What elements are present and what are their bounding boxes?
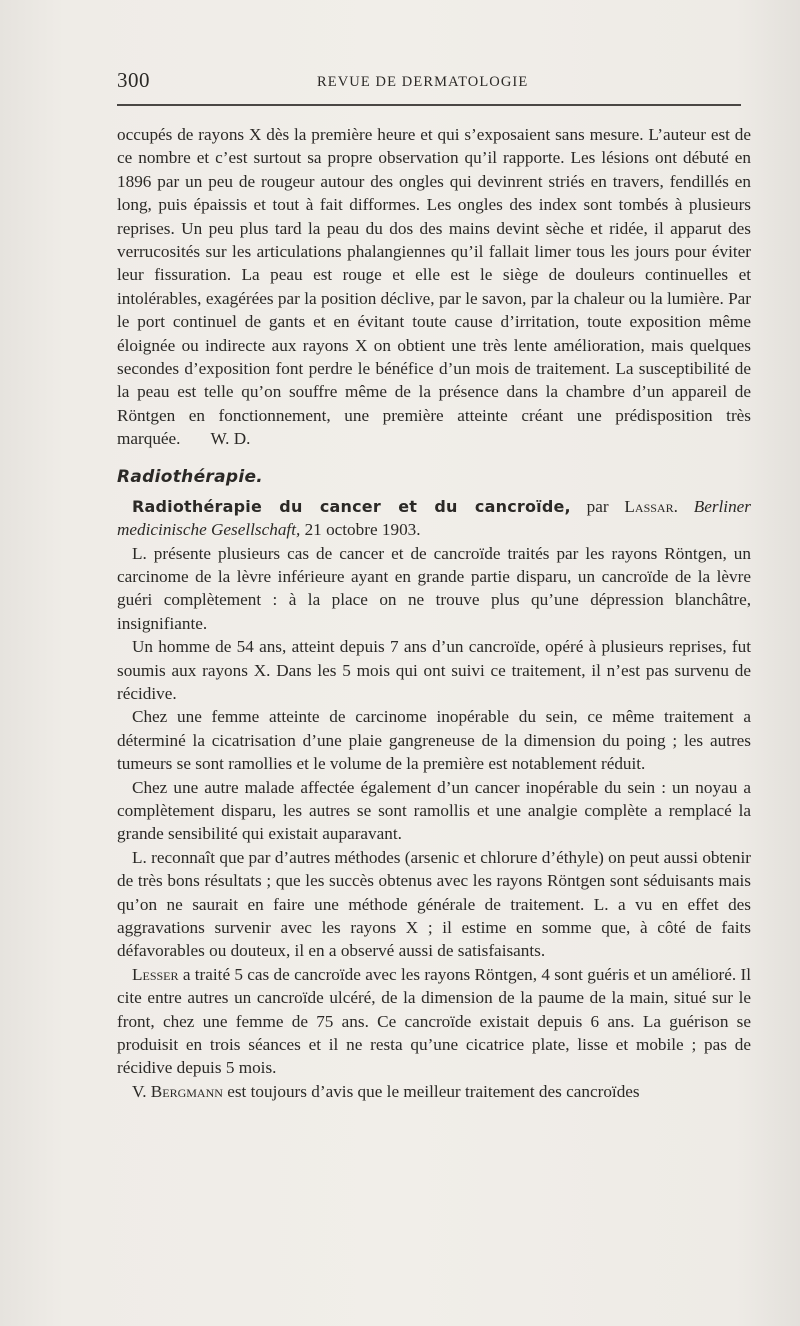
section-heading: Radiothérapie.	[117, 466, 264, 487]
article-title: Radiothérapie du cancer et du cancroïde,	[132, 496, 571, 516]
lesser-paragraph	[117, 963, 751, 1080]
signature: W. D.	[210, 429, 251, 449]
article-citation	[117, 495, 751, 542]
article-paragraph: L. reconnaît que par d’autres méthodes (arsenic et chlorure d’éthyle) on peut aussi obtenir de très bons résultats ; que les succès obtenus avec les rayons Röntgen sont séduisants mais qu’on ne saurait en faire une méthode générale de traitement. L. a vu en effet des aggravations survenir avec les rayons X ; il estime en somme que, à côté de faits défavorables ou douteux, il en a observé aussi de satisfaisants.	[117, 847, 751, 961]
running-head: REVUE DE DERMATOLOGIE	[317, 74, 529, 90]
bergmann-text: est toujours d’avis que le meilleur traitement des cancroïdes	[227, 1081, 640, 1101]
lesser-name: Lesser	[132, 964, 179, 984]
article-author: Lassar.	[624, 496, 678, 516]
lesser-text: a traité 5 cas de cancroïde avec les rayons Röntgen, 4 sont guéris et un amélioré. Il cite entre autres un cancroïde ulcéré, de la dimension de la paume de la main, situé sur le front, chez une femme de 75 ans. Ce cancroïde existait depuis 6 ans. La guérison se produisit en trois séances et il ne resta qu’une cicatrice plate, lisse et mobile ; pas de récidive depuis 5 mois.	[117, 964, 751, 1078]
article-journal: Berliner medicinische Gesellschaft,	[117, 496, 751, 540]
article-paragraph: Chez une autre malade affectée également d’un cancer inopérable du sein : un noyau a complètement disparu, les autres se sont ramollis et une analgie complète a remplacé la grande sensibilité qui existait auparavant.	[117, 777, 751, 844]
intro-paragraph	[117, 123, 751, 451]
body-text	[117, 123, 751, 1103]
article-paragraph: Chez une femme atteinte de carcinome inopérable du sein, ce même traitement a déterminé la cicatrisation d’une plaie gangreneuse de la dimension du poing ; les autres tumeurs se sont ramollies et le volume de la première est notablement réduit.	[117, 707, 751, 774]
bergmann-prefix: V.	[132, 1081, 147, 1101]
article-date: 21 octobre 1903.	[304, 520, 421, 540]
article-by: par	[586, 496, 609, 516]
intro-paragraph-text: occupés de rayons X dès la première heure et qui s’exposaient sans mesure. L’auteur est de ce nombre et c’est surtout sa propre observation qu’il rapporte. Les lésions ont débuté en 1896 par un peu de rougeur autour des ongles qui devinrent striés en travers, fendillés en long, puis épaissis et tout à fait difformes. Les ongles des index sont tombés à plusieurs reprises. Un peu plus tard la peau du dos des mains devint sèche et ridée, il apparut des verrucosités sur les articulations phalangiennes qu’il fallait limer tous les jours pour éviter leur fissuration. La peau est rouge et elle est le siège de douleurs continuelles et intolérables, exagérées par la position déclive, par le savon, par la chaleur ou la lumière. Par le port continuel de gants et en évitant toute cause d’irritation, toute exposition même éloignée ou indirecte aux rayons X on obtient une très lente amélioration, mais quelques secondes d’exposition font perdre le bénéfice d’un mois de traitement. La susceptibilité de la peau est telle qu’on souffre même de la présence dans la chambre d’un appareil de Röntgen en fonctionnement, une première atteinte créant une prédisposition très marquée.	[117, 125, 751, 449]
page-header	[117, 68, 753, 98]
bergmann-paragraph	[117, 1080, 751, 1103]
article-paragraph: L. présente plusieurs cas de cancer et de cancroïde traités par les rayons Röntgen, un carcinome de la lèvre inférieure ayant en grande partie disparu, un cancroïde de la lèvre guéri complètement : à la place on ne trouve plus qu’une dépression blanchâtre, insignifiante.	[117, 543, 751, 633]
page-number: 300	[117, 68, 150, 92]
header-rule	[117, 104, 741, 106]
bergmann-name: Bergmann	[150, 1081, 223, 1101]
article-paragraph: Un homme de 54 ans, atteint depuis 7 ans d’un cancroïde, opéré à plusieurs reprises, fut soumis aux rayons X. Dans les 5 mois qui ont suivi ce traitement, il n’est pas survenu de récidive.	[117, 637, 751, 703]
